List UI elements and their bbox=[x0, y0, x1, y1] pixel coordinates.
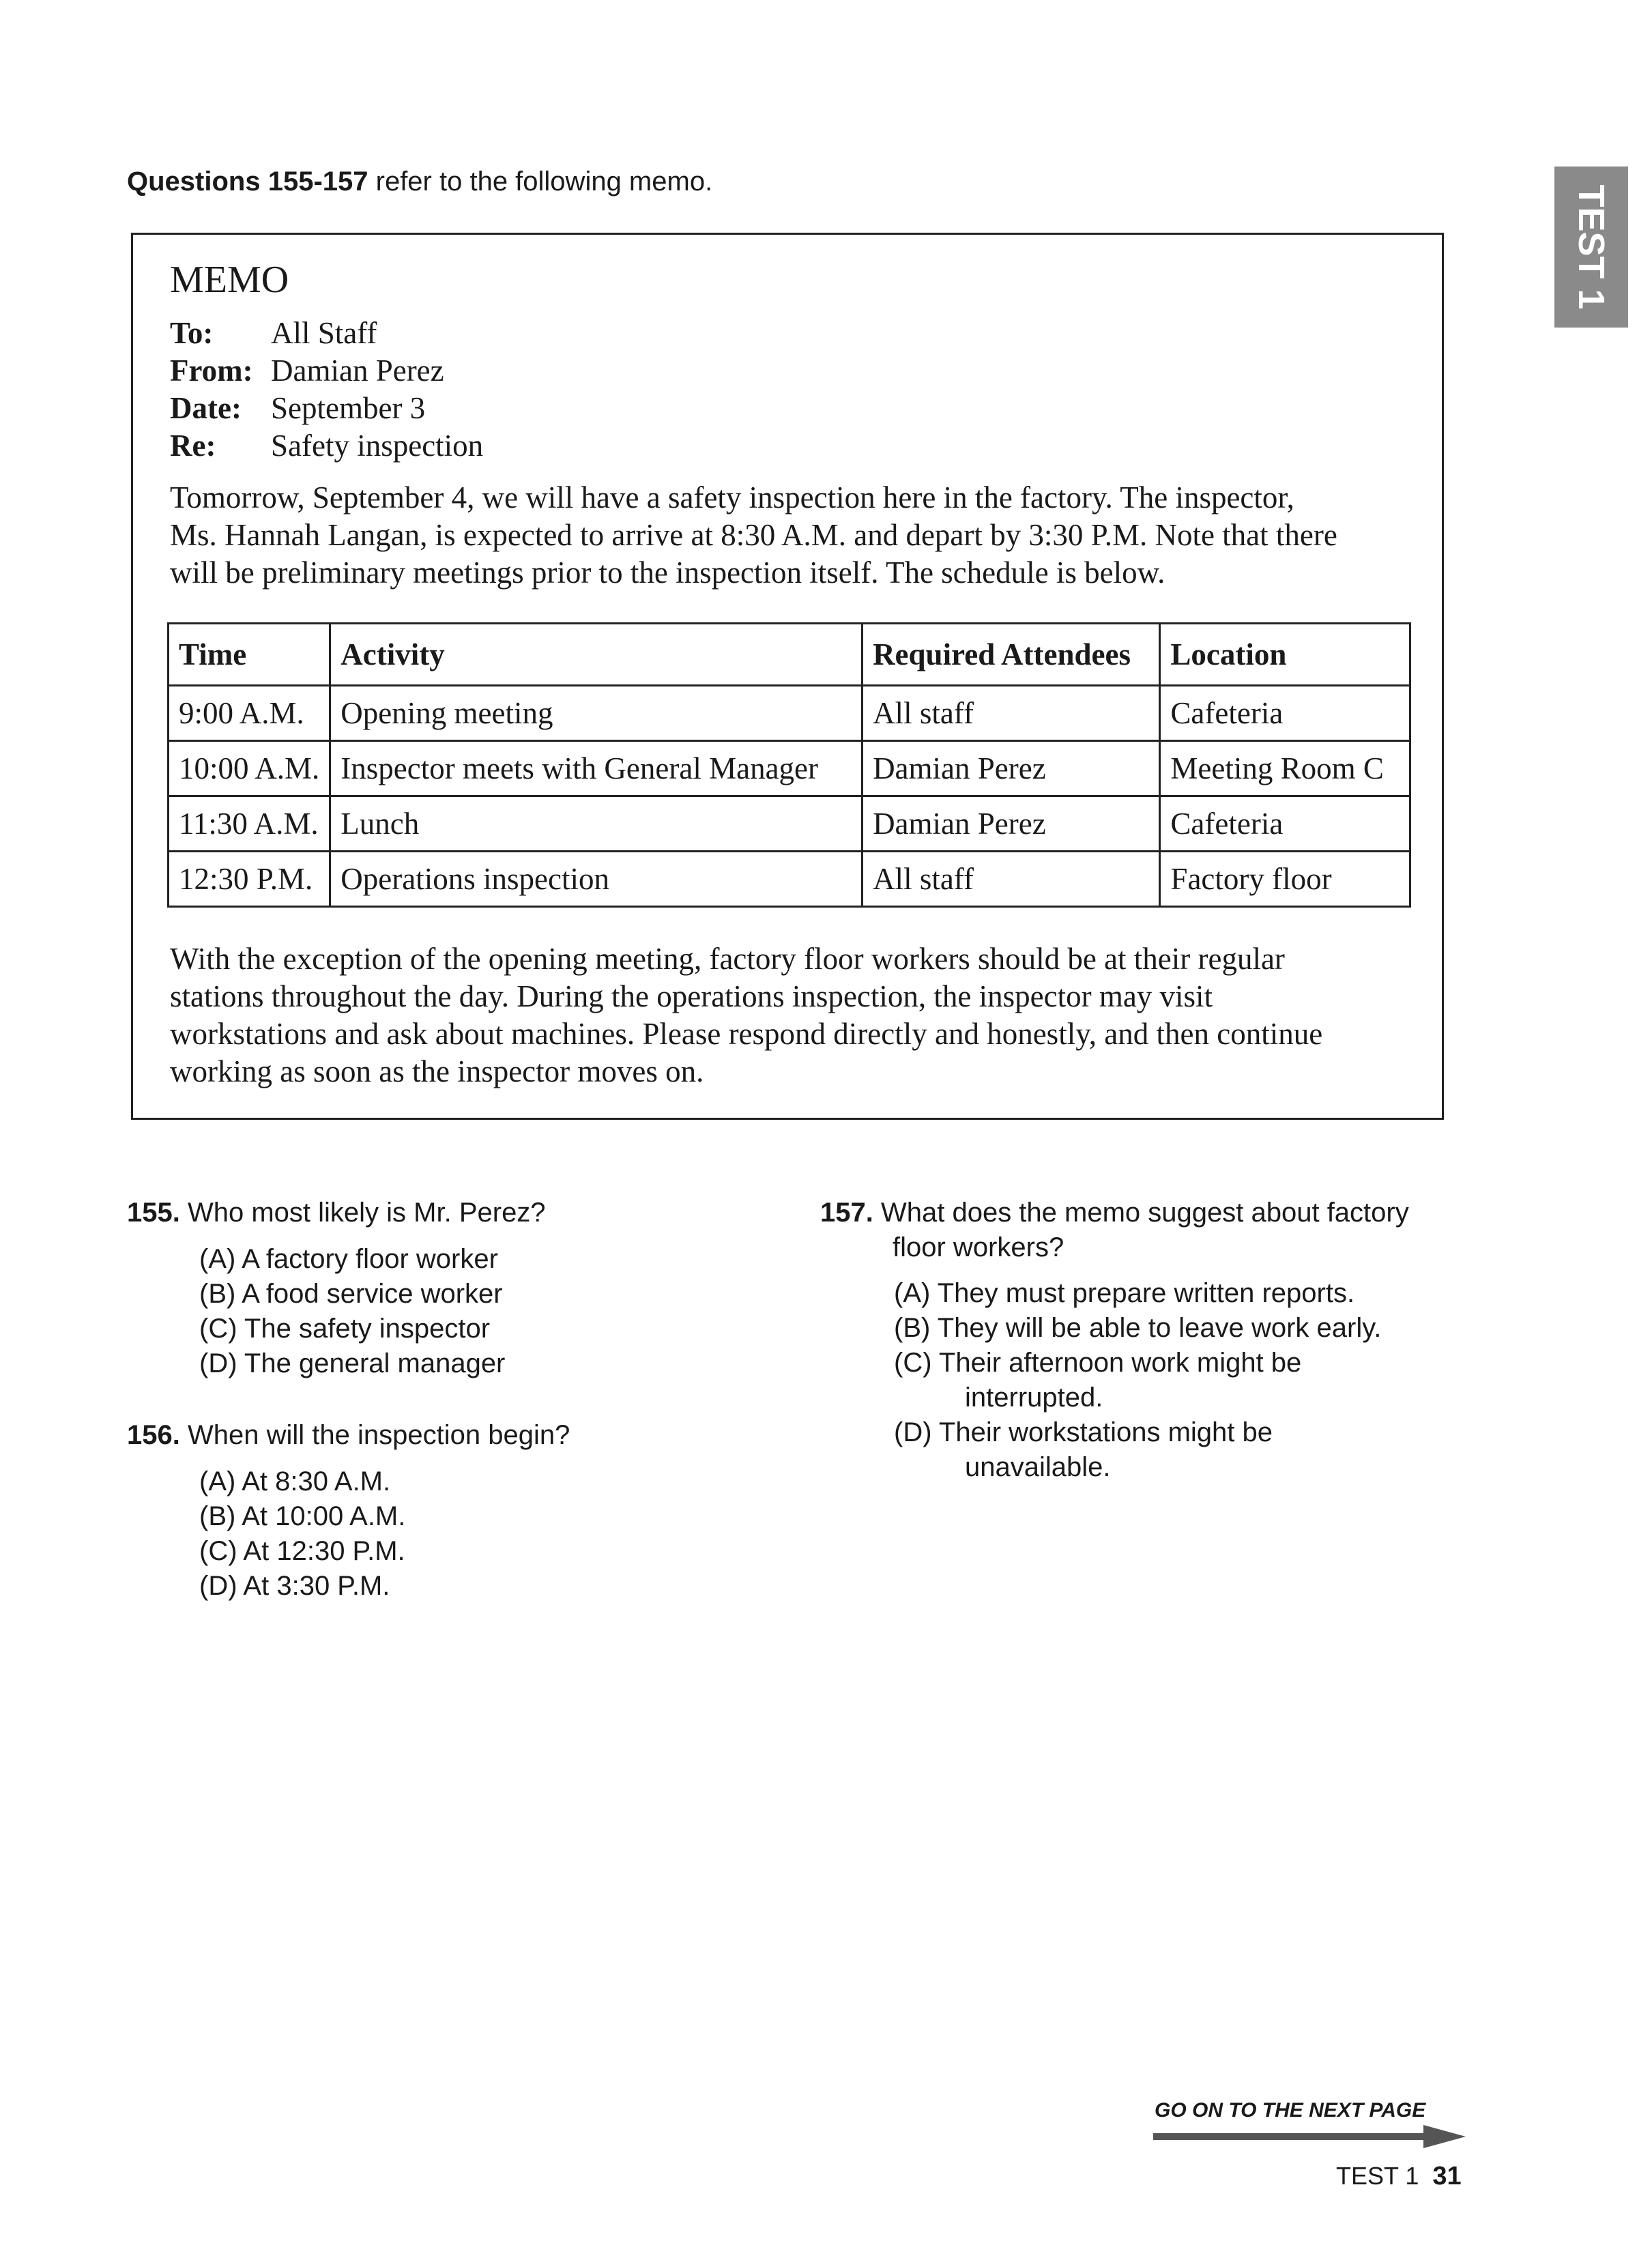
question-number: 157. bbox=[820, 1198, 873, 1228]
answer-option-cont: unavailable. bbox=[965, 1452, 1111, 1482]
question-155 bbox=[127, 1196, 546, 1230]
question-156-options bbox=[199, 1464, 405, 1604]
answer-option[interactable]: (B) At 10:00 A.M. bbox=[199, 1501, 406, 1531]
question-155-options bbox=[199, 1242, 505, 1381]
question-text: When will the inspection begin? bbox=[187, 1420, 570, 1450]
page-number: 31 bbox=[1432, 2162, 1462, 2190]
answer-option[interactable]: (C) The safety inspector bbox=[199, 1314, 491, 1344]
answer-option[interactable]: (C) Their afternoon work might be bbox=[894, 1348, 1302, 1378]
table-row bbox=[169, 796, 1410, 852]
table-cell: Inspector meets with General Manager bbox=[330, 741, 863, 796]
table-cell: Cafeteria bbox=[1160, 686, 1410, 741]
next-page-label: GO ON TO THE NEXT PAGE bbox=[1155, 2099, 1426, 2122]
memo-header-to: To: All Staff bbox=[170, 316, 377, 350]
answer-option[interactable]: (A) A factory floor worker bbox=[199, 1244, 498, 1274]
table-cell: All staff bbox=[863, 686, 1160, 741]
answer-option[interactable]: (A) They must prepare written reports. bbox=[894, 1278, 1355, 1308]
answer-option[interactable]: (C) At 12:30 P.M. bbox=[199, 1536, 405, 1566]
question-text: Who most likely is Mr. Perez? bbox=[187, 1198, 546, 1228]
test-tab bbox=[1554, 167, 1628, 328]
table-cell: Operations inspection bbox=[330, 852, 863, 907]
table-cell: 11:30 A.M. bbox=[169, 796, 330, 852]
instructions-text: refer to the following memo. bbox=[375, 167, 713, 197]
table-cell: Damian Perez bbox=[863, 796, 1160, 852]
table-row bbox=[169, 686, 1410, 741]
schedule-table bbox=[167, 622, 1411, 908]
answer-option-cont: interrupted. bbox=[965, 1383, 1103, 1413]
answer-option[interactable]: (B) A food service worker bbox=[199, 1279, 503, 1309]
arrow-right-icon bbox=[1153, 2125, 1467, 2150]
table-header-cell: Required Attendees bbox=[863, 624, 1160, 686]
table-cell: Opening meeting bbox=[330, 686, 863, 741]
question-157 bbox=[820, 1196, 1409, 1265]
memo-title: MEMO bbox=[170, 259, 289, 301]
table-header-cell: Location bbox=[1160, 624, 1410, 686]
answer-option[interactable]: (A) At 8:30 A.M. bbox=[199, 1466, 391, 1496]
table-cell: 10:00 A.M. bbox=[169, 741, 330, 796]
table-row bbox=[169, 741, 1410, 796]
table-cell: Lunch bbox=[330, 796, 863, 852]
table-cell: 12:30 P.M. bbox=[169, 852, 330, 907]
question-text: What does the memo suggest about factory bbox=[880, 1198, 1409, 1228]
memo-header-from: From: Damian Perez bbox=[170, 353, 444, 388]
instructions bbox=[127, 167, 712, 197]
question-number: 156. bbox=[127, 1420, 180, 1450]
table-cell: Cafeteria bbox=[1160, 796, 1410, 852]
memo-paragraph-1: Tomorrow, September 4, we will have a safety inspection here in the factory. The inspector, Ms. Hannah Langan, is expected to arrive at 8:30 A.M. and depart by 3:30 P.M. Note that there will be preliminary meetings prior to the inspection itself. The schedule is below. bbox=[170, 480, 1337, 590]
table-cell: All staff bbox=[863, 852, 1160, 907]
answer-option[interactable]: (D) Their workstations might be bbox=[894, 1417, 1273, 1447]
table-header-row bbox=[169, 624, 1410, 686]
table-header-cell: Time bbox=[169, 624, 330, 686]
answer-option[interactable]: (D) The general manager bbox=[199, 1348, 506, 1378]
question-text-cont: floor workers? bbox=[893, 1232, 1064, 1262]
memo-paragraph-2: With the exception of the opening meeting, factory floor workers should be at their regular stations throughout the day. During the operations inspection, the inspector may visit workstations and ask about machines. Please respond directly and honestly, and then continue working as soon as the inspector moves on. bbox=[170, 942, 1323, 1088]
question-range: Questions 155-157 bbox=[127, 167, 368, 197]
answer-option[interactable]: (B) They will be able to leave work early. bbox=[894, 1313, 1382, 1343]
question-157-options bbox=[894, 1276, 1381, 1485]
question-156 bbox=[127, 1418, 570, 1453]
test-tab-label: TEST 1 bbox=[1571, 184, 1612, 310]
memo-header-re: Re: Safety inspection bbox=[170, 429, 484, 463]
table-cell: Damian Perez bbox=[863, 741, 1160, 796]
table-cell: Meeting Room C bbox=[1160, 741, 1410, 796]
table-header-cell: Activity bbox=[330, 624, 863, 686]
page-footer bbox=[1336, 2162, 1462, 2191]
table-cell: Factory floor bbox=[1160, 852, 1410, 907]
footer-test: TEST 1 bbox=[1336, 2162, 1419, 2190]
memo-header-date: Date: September 3 bbox=[170, 391, 426, 425]
question-number: 155. bbox=[127, 1198, 180, 1228]
answer-option[interactable]: (D) At 3:30 P.M. bbox=[199, 1571, 390, 1601]
table-cell: 9:00 A.M. bbox=[169, 686, 330, 741]
table-row bbox=[169, 852, 1410, 907]
memo bbox=[131, 233, 1444, 1120]
